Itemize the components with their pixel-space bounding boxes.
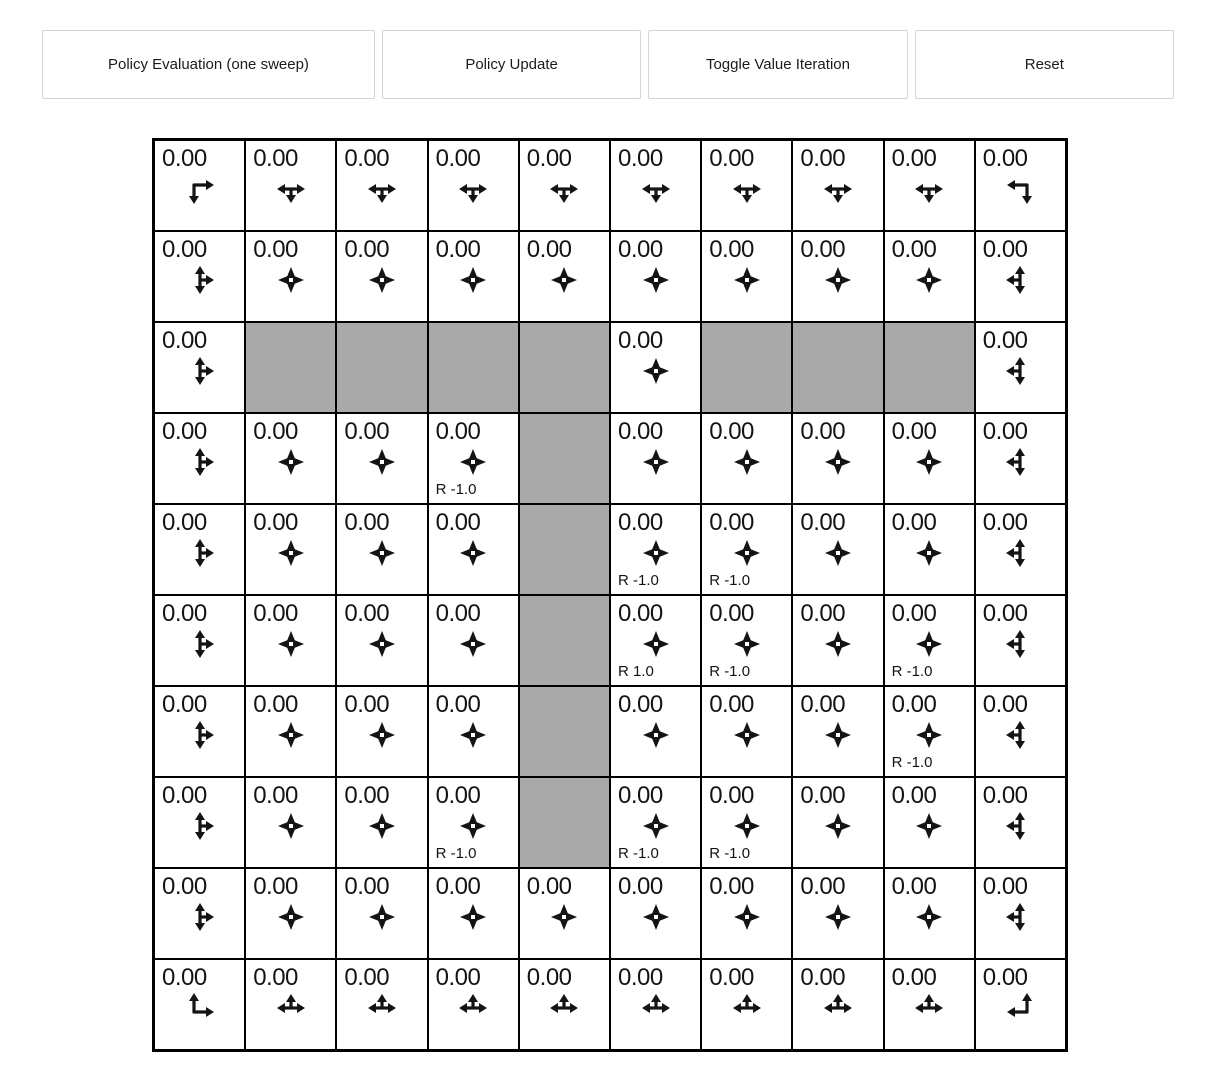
policy-arrows-icon bbox=[183, 172, 217, 206]
grid-cell bbox=[428, 504, 519, 595]
grid-cell bbox=[884, 777, 975, 868]
cell-value: 0.00 bbox=[162, 600, 207, 627]
grid-cell bbox=[245, 413, 336, 504]
grid-cell bbox=[975, 868, 1066, 959]
cell-value: 0.00 bbox=[982, 964, 1028, 991]
grid-cell bbox=[245, 777, 336, 868]
policy-arrows-icon bbox=[730, 809, 764, 843]
policy-grid bbox=[152, 138, 1068, 1052]
policy-arrows-icon bbox=[821, 809, 855, 843]
cell-value: 0.00 bbox=[435, 691, 481, 718]
cell-value: 0.00 bbox=[891, 236, 937, 263]
policy-arrows-icon bbox=[912, 172, 946, 206]
cell-value: 0.00 bbox=[344, 600, 390, 627]
policy-arrows-icon bbox=[730, 718, 764, 752]
policy-arrows-icon bbox=[456, 718, 490, 752]
grid-cell bbox=[428, 686, 519, 777]
cell-value: 0.00 bbox=[253, 691, 298, 718]
policy-arrows-icon bbox=[1003, 445, 1037, 479]
policy-arrows-icon bbox=[547, 172, 581, 206]
grid-cell bbox=[154, 140, 245, 231]
toolbar bbox=[42, 30, 1174, 99]
reward-label: R -1.0 bbox=[435, 845, 477, 862]
reward-label: R -1.0 bbox=[891, 754, 933, 771]
policy-arrows-icon bbox=[1003, 627, 1037, 661]
grid-cell bbox=[884, 140, 975, 231]
grid-cell bbox=[701, 140, 792, 231]
policy-arrows-icon bbox=[365, 445, 399, 479]
grid-cell bbox=[154, 868, 245, 959]
cell-value: 0.00 bbox=[617, 509, 663, 536]
grid-cell bbox=[701, 595, 792, 686]
grid-cell bbox=[975, 413, 1066, 504]
cell-value: 0.00 bbox=[162, 964, 207, 991]
grid-cell bbox=[792, 140, 883, 231]
grid-cell bbox=[154, 231, 245, 322]
grid-cell bbox=[245, 231, 336, 322]
policy-arrows-icon bbox=[183, 809, 217, 843]
grid-cell bbox=[792, 868, 883, 959]
policy-arrows-icon bbox=[274, 718, 308, 752]
grid-cell bbox=[610, 231, 701, 322]
cell-value: 0.00 bbox=[253, 964, 298, 991]
grid-cell bbox=[519, 868, 610, 959]
policy-arrows-icon bbox=[730, 991, 764, 1025]
grid-cell bbox=[884, 413, 975, 504]
grid-cell bbox=[701, 959, 792, 1050]
cell-value: 0.00 bbox=[800, 873, 846, 900]
cell-value: 0.00 bbox=[709, 964, 754, 991]
cell-value: 0.00 bbox=[709, 873, 754, 900]
grid-cell bbox=[975, 322, 1066, 413]
cell-value: 0.00 bbox=[253, 236, 298, 263]
cell-value: 0.00 bbox=[162, 691, 207, 718]
wall-cell bbox=[519, 686, 610, 777]
cell-value: 0.00 bbox=[162, 782, 207, 809]
policy-arrows-icon bbox=[183, 263, 217, 297]
cell-value: 0.00 bbox=[617, 145, 663, 172]
grid-cell bbox=[428, 595, 519, 686]
policy-arrows-icon bbox=[639, 718, 673, 752]
policy-arrows-icon bbox=[183, 991, 217, 1025]
grid-cell bbox=[975, 504, 1066, 595]
policy-arrows-icon bbox=[1003, 354, 1037, 388]
policy-arrows-icon bbox=[912, 536, 946, 570]
policy-arrows-icon bbox=[912, 991, 946, 1025]
policy-arrows-icon bbox=[1003, 172, 1037, 206]
cell-value: 0.00 bbox=[800, 782, 846, 809]
grid-cell bbox=[336, 595, 427, 686]
grid-cell bbox=[610, 868, 701, 959]
cell-value: 0.00 bbox=[344, 782, 390, 809]
grid-cell bbox=[792, 777, 883, 868]
policy-arrows-icon bbox=[821, 172, 855, 206]
grid-cell bbox=[975, 140, 1066, 231]
policy-arrows-icon bbox=[183, 536, 217, 570]
policy-arrows-icon bbox=[456, 445, 490, 479]
cell-value: 0.00 bbox=[891, 145, 937, 172]
grid-cell bbox=[245, 868, 336, 959]
grid-cell bbox=[154, 959, 245, 1050]
cell-value: 0.00 bbox=[435, 873, 481, 900]
policy-arrows-icon bbox=[1003, 263, 1037, 297]
cell-value: 0.00 bbox=[709, 691, 754, 718]
cell-value: 0.00 bbox=[253, 509, 298, 536]
grid-cell bbox=[610, 504, 701, 595]
cell-value: 0.00 bbox=[617, 600, 663, 627]
reward-label: R -1.0 bbox=[617, 845, 659, 862]
policy-arrows-icon bbox=[456, 991, 490, 1025]
policy-arrows-icon bbox=[730, 536, 764, 570]
policy-arrows-icon bbox=[821, 900, 855, 934]
cell-value: 0.00 bbox=[344, 509, 390, 536]
grid-cell bbox=[975, 686, 1066, 777]
grid-cell bbox=[519, 231, 610, 322]
policy-arrows-icon bbox=[821, 718, 855, 752]
cell-value: 0.00 bbox=[982, 782, 1028, 809]
grid-cell bbox=[336, 777, 427, 868]
toggle-value-iteration-button[interactable]: Toggle Value Iteration bbox=[648, 30, 907, 99]
cell-value: 0.00 bbox=[344, 873, 390, 900]
grid-cell bbox=[245, 686, 336, 777]
grid-cell bbox=[336, 504, 427, 595]
grid-cell bbox=[336, 686, 427, 777]
grid-cell bbox=[336, 959, 427, 1050]
cell-value: 0.00 bbox=[435, 236, 481, 263]
reward-label: R -1.0 bbox=[709, 572, 751, 589]
grid-cell bbox=[245, 504, 336, 595]
cell-value: 0.00 bbox=[162, 145, 207, 172]
cell-value: 0.00 bbox=[162, 327, 207, 354]
grid-cell bbox=[792, 413, 883, 504]
grid-cell bbox=[792, 595, 883, 686]
grid-cell bbox=[975, 777, 1066, 868]
cell-value: 0.00 bbox=[162, 873, 207, 900]
grid-cell bbox=[519, 959, 610, 1050]
policy-arrows-icon bbox=[912, 627, 946, 661]
grid-cell bbox=[336, 868, 427, 959]
cell-value: 0.00 bbox=[617, 964, 663, 991]
grid-cell bbox=[610, 959, 701, 1050]
policy-arrows-icon bbox=[639, 445, 673, 479]
policy-arrows-icon bbox=[274, 809, 308, 843]
grid-cell bbox=[884, 504, 975, 595]
policy-arrows-icon bbox=[274, 445, 308, 479]
cell-value: 0.00 bbox=[435, 600, 481, 627]
grid-cell bbox=[154, 595, 245, 686]
cell-value: 0.00 bbox=[709, 418, 754, 445]
wall-cell bbox=[701, 322, 792, 413]
grid-cell bbox=[519, 140, 610, 231]
cell-value: 0.00 bbox=[617, 873, 663, 900]
cell-value: 0.00 bbox=[526, 145, 572, 172]
cell-value: 0.00 bbox=[344, 964, 390, 991]
grid-cell bbox=[428, 231, 519, 322]
grid-cell bbox=[610, 322, 701, 413]
grid-cell bbox=[792, 686, 883, 777]
cell-value: 0.00 bbox=[435, 964, 481, 991]
cell-value: 0.00 bbox=[800, 418, 846, 445]
policy-arrows-icon bbox=[274, 263, 308, 297]
reward-label: R -1.0 bbox=[435, 481, 477, 498]
wall-cell bbox=[792, 322, 883, 413]
policy-arrows-icon bbox=[365, 900, 399, 934]
grid-cell bbox=[428, 959, 519, 1050]
wall-cell bbox=[519, 413, 610, 504]
cell-value: 0.00 bbox=[800, 236, 846, 263]
reward-label: R 1.0 bbox=[617, 663, 654, 680]
cell-value: 0.00 bbox=[891, 964, 937, 991]
grid-cell bbox=[610, 686, 701, 777]
reward-label: R -1.0 bbox=[891, 663, 933, 680]
policy-arrows-icon bbox=[365, 627, 399, 661]
grid-cell bbox=[884, 868, 975, 959]
grid-cell bbox=[792, 959, 883, 1050]
cell-value: 0.00 bbox=[891, 509, 937, 536]
policy-arrows-icon bbox=[456, 263, 490, 297]
policy-arrows-icon bbox=[912, 263, 946, 297]
policy-arrows-icon bbox=[365, 809, 399, 843]
policy-arrows-icon bbox=[456, 536, 490, 570]
grid-cell bbox=[701, 504, 792, 595]
policy-arrows-icon bbox=[1003, 991, 1037, 1025]
cell-value: 0.00 bbox=[253, 600, 298, 627]
cell-value: 0.00 bbox=[617, 691, 663, 718]
policy-arrows-icon bbox=[183, 445, 217, 479]
cell-value: 0.00 bbox=[891, 782, 937, 809]
grid-cell bbox=[975, 959, 1066, 1050]
grid-cell bbox=[884, 959, 975, 1050]
policy-arrows-icon bbox=[821, 263, 855, 297]
cell-value: 0.00 bbox=[800, 145, 846, 172]
cell-value: 0.00 bbox=[253, 873, 298, 900]
reset-button[interactable]: Reset bbox=[915, 30, 1174, 99]
cell-value: 0.00 bbox=[526, 873, 572, 900]
cell-value: 0.00 bbox=[526, 236, 572, 263]
cell-value: 0.00 bbox=[982, 691, 1028, 718]
cell-value: 0.00 bbox=[982, 509, 1028, 536]
grid-cell bbox=[154, 504, 245, 595]
policy-arrows-icon bbox=[1003, 536, 1037, 570]
policy-arrows-icon bbox=[274, 991, 308, 1025]
cell-value: 0.00 bbox=[709, 782, 754, 809]
policy-arrows-icon bbox=[547, 991, 581, 1025]
cell-value: 0.00 bbox=[800, 964, 846, 991]
policy-arrows-icon bbox=[1003, 900, 1037, 934]
grid-cell bbox=[154, 413, 245, 504]
policy-arrows-icon bbox=[365, 172, 399, 206]
cell-value: 0.00 bbox=[982, 236, 1028, 263]
reward-label: R -1.0 bbox=[617, 572, 659, 589]
policy-arrows-icon bbox=[365, 263, 399, 297]
policy-arrows-icon bbox=[1003, 718, 1037, 752]
grid-cell bbox=[154, 322, 245, 413]
policy-arrows-icon bbox=[183, 354, 217, 388]
policy-arrows-icon bbox=[639, 536, 673, 570]
grid-cell bbox=[428, 777, 519, 868]
grid-cell bbox=[336, 140, 427, 231]
policy-arrows-icon bbox=[639, 263, 673, 297]
cell-value: 0.00 bbox=[617, 236, 663, 263]
cell-value: 0.00 bbox=[344, 691, 390, 718]
cell-value: 0.00 bbox=[982, 327, 1028, 354]
policy-arrows-icon bbox=[183, 900, 217, 934]
policy-arrows-icon bbox=[456, 809, 490, 843]
grid-cell bbox=[428, 413, 519, 504]
grid-cell bbox=[428, 868, 519, 959]
grid-cell bbox=[154, 777, 245, 868]
cell-value: 0.00 bbox=[435, 145, 481, 172]
grid-cell bbox=[884, 686, 975, 777]
policy-arrows-icon bbox=[821, 991, 855, 1025]
policy-arrows-icon bbox=[912, 445, 946, 479]
policy-arrows-icon bbox=[730, 445, 764, 479]
cell-value: 0.00 bbox=[891, 600, 937, 627]
grid-cell bbox=[336, 413, 427, 504]
cell-value: 0.00 bbox=[891, 873, 937, 900]
grid-cell bbox=[336, 231, 427, 322]
cell-value: 0.00 bbox=[435, 509, 481, 536]
grid-cell bbox=[701, 231, 792, 322]
policy-arrows-icon bbox=[274, 627, 308, 661]
reward-label: R -1.0 bbox=[709, 845, 751, 862]
grid-cell bbox=[245, 140, 336, 231]
cell-value: 0.00 bbox=[709, 600, 754, 627]
wall-cell bbox=[519, 595, 610, 686]
policy-arrows-icon bbox=[547, 263, 581, 297]
policy-arrows-icon bbox=[730, 172, 764, 206]
policy-arrows-icon bbox=[365, 991, 399, 1025]
policy-arrows-icon bbox=[912, 809, 946, 843]
grid-cell bbox=[884, 231, 975, 322]
cell-value: 0.00 bbox=[709, 145, 754, 172]
wall-cell bbox=[336, 322, 427, 413]
cell-value: 0.00 bbox=[435, 418, 481, 445]
policy-arrows-icon bbox=[1003, 809, 1037, 843]
cell-value: 0.00 bbox=[982, 600, 1028, 627]
cell-value: 0.00 bbox=[800, 509, 846, 536]
cell-value: 0.00 bbox=[162, 418, 207, 445]
cell-value: 0.00 bbox=[253, 145, 298, 172]
policy-evaluation-button[interactable]: Policy Evaluation (one sweep) bbox=[42, 30, 375, 99]
policy-arrows-icon bbox=[730, 900, 764, 934]
grid-cell bbox=[975, 595, 1066, 686]
policy-arrows-icon bbox=[821, 445, 855, 479]
grid-cell bbox=[610, 413, 701, 504]
cell-value: 0.00 bbox=[253, 418, 298, 445]
grid-cell bbox=[701, 868, 792, 959]
policy-arrows-icon bbox=[274, 536, 308, 570]
cell-value: 0.00 bbox=[617, 327, 663, 354]
reward-label: R -1.0 bbox=[709, 663, 751, 680]
grid-cell bbox=[428, 140, 519, 231]
policy-arrows-icon bbox=[639, 900, 673, 934]
grid-cell bbox=[792, 231, 883, 322]
policy-arrows-icon bbox=[274, 172, 308, 206]
wall-cell bbox=[428, 322, 519, 413]
wall-cell bbox=[519, 777, 610, 868]
cell-value: 0.00 bbox=[709, 236, 754, 263]
cell-value: 0.00 bbox=[344, 236, 390, 263]
grid-cell bbox=[701, 686, 792, 777]
cell-value: 0.00 bbox=[526, 964, 572, 991]
policy-arrows-icon bbox=[456, 172, 490, 206]
grid-cell bbox=[610, 595, 701, 686]
cell-value: 0.00 bbox=[982, 145, 1028, 172]
cell-value: 0.00 bbox=[800, 600, 846, 627]
policy-arrows-icon bbox=[730, 627, 764, 661]
cell-value: 0.00 bbox=[891, 418, 937, 445]
policy-arrows-icon bbox=[274, 900, 308, 934]
policy-arrows-icon bbox=[456, 627, 490, 661]
wall-cell bbox=[519, 504, 610, 595]
policy-arrows-icon bbox=[730, 263, 764, 297]
cell-value: 0.00 bbox=[891, 691, 937, 718]
grid-cell bbox=[610, 140, 701, 231]
grid-cell bbox=[792, 504, 883, 595]
grid-cell bbox=[245, 959, 336, 1050]
policy-arrows-icon bbox=[639, 809, 673, 843]
grid-cell bbox=[701, 413, 792, 504]
grid-cell bbox=[245, 595, 336, 686]
grid-cell bbox=[975, 231, 1066, 322]
policy-arrows-icon bbox=[821, 536, 855, 570]
cell-value: 0.00 bbox=[162, 236, 207, 263]
grid-cell bbox=[884, 595, 975, 686]
wall-cell bbox=[519, 322, 610, 413]
policy-arrows-icon bbox=[639, 172, 673, 206]
wall-cell bbox=[245, 322, 336, 413]
policy-arrows-icon bbox=[639, 627, 673, 661]
cell-value: 0.00 bbox=[617, 418, 663, 445]
grid-cell bbox=[154, 686, 245, 777]
policy-arrows-icon bbox=[547, 900, 581, 934]
policy-arrows-icon bbox=[821, 627, 855, 661]
cell-value: 0.00 bbox=[982, 418, 1028, 445]
grid-cell bbox=[701, 777, 792, 868]
cell-value: 0.00 bbox=[253, 782, 298, 809]
cell-value: 0.00 bbox=[800, 691, 846, 718]
policy-arrows-icon bbox=[365, 718, 399, 752]
cell-value: 0.00 bbox=[162, 509, 207, 536]
policy-arrows-icon bbox=[365, 536, 399, 570]
policy-arrows-icon bbox=[456, 900, 490, 934]
policy-arrows-icon bbox=[912, 718, 946, 752]
cell-value: 0.00 bbox=[709, 509, 754, 536]
grid-cell bbox=[610, 777, 701, 868]
policy-arrows-icon bbox=[912, 900, 946, 934]
policy-update-button[interactable]: Policy Update bbox=[382, 30, 641, 99]
policy-arrows-icon bbox=[183, 627, 217, 661]
cell-value: 0.00 bbox=[344, 145, 390, 172]
cell-value: 0.00 bbox=[982, 873, 1028, 900]
policy-arrows-icon bbox=[639, 991, 673, 1025]
policy-arrows-icon bbox=[183, 718, 217, 752]
policy-arrows-icon bbox=[639, 354, 673, 388]
cell-value: 0.00 bbox=[344, 418, 390, 445]
cell-value: 0.00 bbox=[435, 782, 481, 809]
cell-value: 0.00 bbox=[617, 782, 663, 809]
wall-cell bbox=[884, 322, 975, 413]
